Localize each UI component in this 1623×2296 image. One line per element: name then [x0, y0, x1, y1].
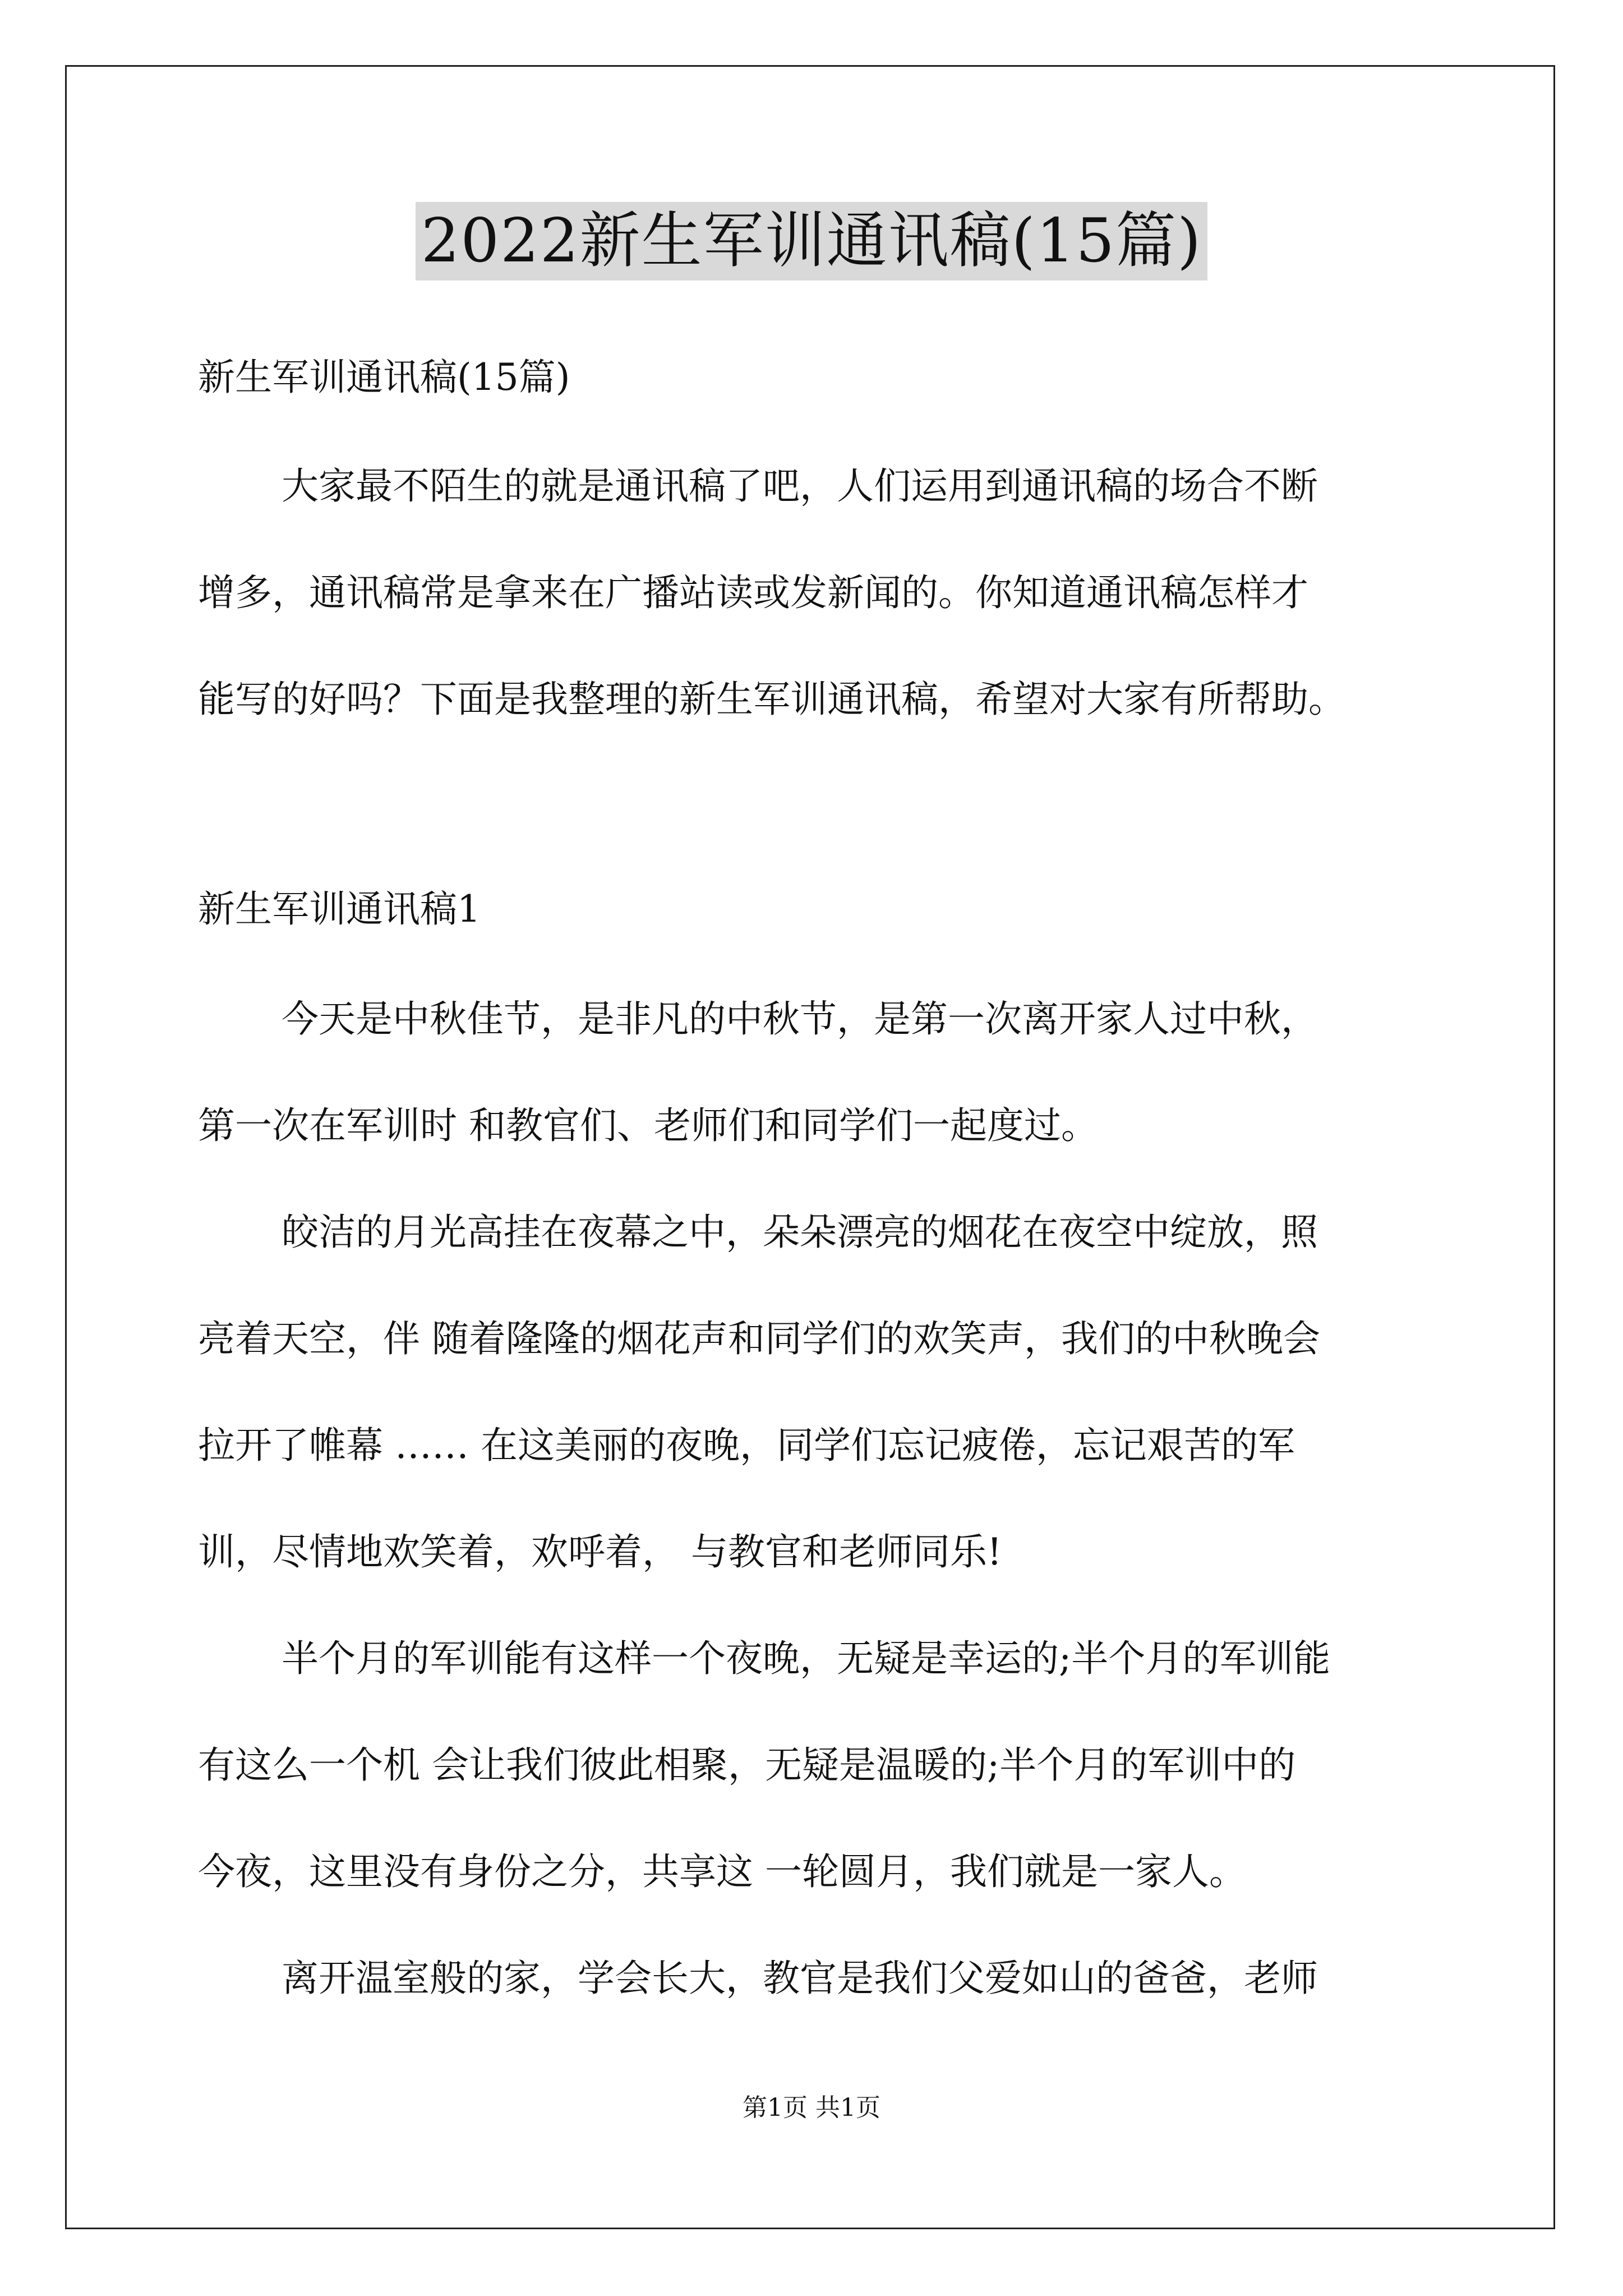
- body-line-6: 训，尽情地欢笑着，欢呼着， 与教官和老师同乐!: [198, 1530, 1002, 1573]
- body-line-8: 有这么一个机 会让我们彼此相聚，无疑是温暖的;半个月的军训中的: [198, 1743, 1296, 1787]
- body-line-10: 离开温室般的家，学会长大，教官是我们父爱如山的爸爸，老师: [282, 1957, 1318, 2000]
- body-line-9: 今夜，这里没有身份之分，共享这 一轮圆月，我们就是一家人。: [198, 1850, 1246, 1893]
- page-title: 2022新生军训通讯稿(15篇): [416, 202, 1208, 280]
- body-line-5: 拉开了帷幕 …… 在这美丽的夜晚，同学们忘记疲倦，忘记艰苦的军: [198, 1424, 1295, 1467]
- body-line-3: 皎洁的月光高挂在夜幕之中，朵朵漂亮的烟花在夜空中绽放，照: [282, 1211, 1318, 1254]
- body-line-2: 第一次在军训时 和教官们、老师们和同学们一起度过。: [198, 1104, 1098, 1147]
- intro-line-1: 大家最不陌生的就是通讯稿了吧，人们运用到通讯稿的场合不断: [282, 464, 1318, 508]
- body-line-7: 半个月的军训能有这样一个夜晚，无疑是幸运的;半个月的军训能: [282, 1637, 1331, 1680]
- page-footer: 第1页 共1页: [743, 2093, 880, 2122]
- title-container: [0, 202, 1623, 280]
- intro-line-3: 能写的好吗？下面是我整理的新生军训通讯稿，希望对大家有所帮助。: [198, 678, 1345, 721]
- body-line-4: 亮着天空，伴 随着隆隆的烟花声和同学们的欢笑声，我们的中秋晚会: [198, 1317, 1320, 1360]
- section-heading: 新生军训通讯稿1: [198, 887, 481, 931]
- body-line-1: 今天是中秋佳节，是非凡的中秋节，是第一次离开家人过中秋，: [282, 997, 1318, 1041]
- intro-line-2: 增多，通讯稿常是拿来在广播站读或发新闻的。你知道通讯稿怎样才: [198, 571, 1308, 614]
- subtitle: 新生军训通讯稿(15篇): [198, 356, 570, 399]
